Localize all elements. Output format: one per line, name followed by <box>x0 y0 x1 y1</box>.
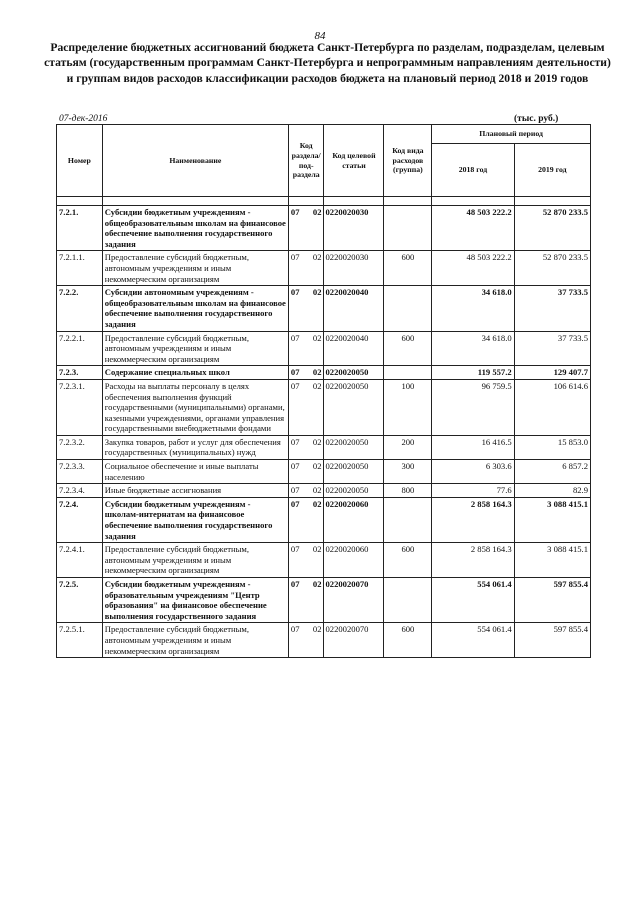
row-number: 7.2.4. <box>57 497 103 542</box>
row-section-code: 07 <box>288 578 310 623</box>
row-amount-2019: 37 733.5 <box>514 286 590 331</box>
row-target-code: 0220020050 <box>324 366 384 380</box>
row-target-code: 0220020070 <box>324 578 384 623</box>
row-name: Субсидии автономным учреждениям - общеобразовательным школам на финансовое обеспечение выполнения государственного задания <box>102 286 288 331</box>
row-number: 7.2.4.1. <box>57 543 103 578</box>
row-kind-code: 600 <box>384 331 432 366</box>
row-name: Содержание специальных школ <box>102 366 288 380</box>
row-number: 7.2.3.1. <box>57 379 103 435</box>
row-section-code: 07 <box>288 543 310 578</box>
table-row <box>57 206 591 251</box>
row-name: Субсидии бюджетным учреждениям - школам-интернатам на финансовое обеспечение выполнения государственного задания <box>102 497 288 542</box>
row-name: Иные бюджетные ассигнования <box>102 484 288 498</box>
row-subsection-code: 02 <box>311 578 324 623</box>
header-name: Наименование <box>102 125 288 197</box>
header-year-2018: 2018 год <box>432 144 514 197</box>
row-amount-2018: 77.6 <box>432 484 514 498</box>
table-row <box>57 460 591 484</box>
row-subsection-code: 02 <box>311 543 324 578</box>
row-kind-code <box>384 578 432 623</box>
row-subsection-code: 02 <box>311 379 324 435</box>
row-amount-2018: 554 061.4 <box>432 623 514 658</box>
row-subsection-code: 02 <box>311 435 324 459</box>
row-target-code: 0220020060 <box>324 497 384 542</box>
row-number: 7.2.3.4. <box>57 484 103 498</box>
row-kind-code <box>384 497 432 542</box>
row-kind-code: 200 <box>384 435 432 459</box>
row-number: 7.2.2.1. <box>57 331 103 366</box>
row-amount-2018: 96 759.5 <box>432 379 514 435</box>
row-amount-2018: 2 858 164.3 <box>432 543 514 578</box>
row-amount-2019: 37 733.5 <box>514 331 590 366</box>
row-amount-2018: 34 618.0 <box>432 331 514 366</box>
row-amount-2018: 48 503 222.2 <box>432 206 514 251</box>
header-section-code: Код раздела/ под-раздела <box>288 125 324 197</box>
row-amount-2019: 82.9 <box>514 484 590 498</box>
row-target-code: 0220020060 <box>324 543 384 578</box>
row-section-code: 07 <box>288 286 310 331</box>
header-target-code: Код целевой статьи <box>324 125 384 197</box>
table-row <box>57 578 591 623</box>
row-section-code: 07 <box>288 435 310 459</box>
row-section-code: 07 <box>288 366 310 380</box>
units-label: (тыс. руб.) <box>514 114 559 124</box>
budget-table <box>56 124 591 658</box>
header-number: Номер <box>57 125 103 197</box>
table-row <box>57 331 591 366</box>
header-kind-code: Код вида расходов (группа) <box>384 125 432 197</box>
row-name: Предоставление субсидий бюджетным, автономным учреждениям и иным некоммерческим организациям <box>102 623 288 658</box>
row-amount-2019: 129 407.7 <box>514 366 590 380</box>
row-name: Закупка товаров, работ и услуг для обеспечения государственных (муниципальных) нужд <box>102 435 288 459</box>
row-target-code: 0220020050 <box>324 435 384 459</box>
row-subsection-code: 02 <box>311 366 324 380</box>
row-subsection-code: 02 <box>311 251 324 286</box>
row-kind-code: 800 <box>384 484 432 498</box>
row-target-code: 0220020030 <box>324 206 384 251</box>
table-row <box>57 497 591 542</box>
row-name: Субсидии бюджетным учреждениям - общеобразовательным школам на финансовое обеспечение выполнения государственного задания <box>102 206 288 251</box>
row-amount-2018: 119 557.2 <box>432 366 514 380</box>
row-subsection-code: 02 <box>311 497 324 542</box>
row-amount-2019: 597 855.4 <box>514 578 590 623</box>
row-number: 7.2.1.1. <box>57 251 103 286</box>
table-row <box>57 286 591 331</box>
row-kind-code: 600 <box>384 251 432 286</box>
row-number: 7.2.3.2. <box>57 435 103 459</box>
row-name: Социальное обеспечение и иные выплаты населению <box>102 460 288 484</box>
row-section-code: 07 <box>288 251 310 286</box>
row-name: Предоставление субсидий бюджетным, автономным учреждениям и иным некоммерческим организациям <box>102 251 288 286</box>
page-number: 84 <box>314 30 326 42</box>
row-kind-code: 100 <box>384 379 432 435</box>
row-number: 7.2.1. <box>57 206 103 251</box>
row-amount-2019: 106 614.6 <box>514 379 590 435</box>
row-section-code: 07 <box>288 379 310 435</box>
row-subsection-code: 02 <box>311 484 324 498</box>
row-kind-code: 600 <box>384 543 432 578</box>
header-planned-period: Плановый период <box>432 125 591 144</box>
table-row <box>57 543 591 578</box>
row-amount-2019: 597 855.4 <box>514 623 590 658</box>
document-title: Распределение бюджетных ассигнований бюджета Санкт-Петербурга по разделам, подразделам, целевым статьям (государственным программам Санкт-Петербурга и непрограммным направлениям деятельности) и группам видов расходов классификации расходов бюджета на плановый период 2018 и 2019 годов <box>44 41 611 85</box>
header-year-2019: 2019 год <box>514 144 590 197</box>
row-number: 7.2.3. <box>57 366 103 380</box>
row-section-code: 07 <box>288 331 310 366</box>
row-section-code: 07 <box>288 206 310 251</box>
row-section-code: 07 <box>288 460 310 484</box>
row-kind-code <box>384 366 432 380</box>
row-amount-2019: 6 857.2 <box>514 460 590 484</box>
row-target-code: 0220020050 <box>324 379 384 435</box>
row-target-code: 0220020050 <box>324 460 384 484</box>
row-number: 7.2.3.3. <box>57 460 103 484</box>
table-row <box>57 251 591 286</box>
row-name: Предоставление субсидий бюджетным, автономным учреждениям и иным некоммерческим организациям <box>102 331 288 366</box>
row-subsection-code: 02 <box>311 331 324 366</box>
row-target-code: 0220020040 <box>324 331 384 366</box>
document-date: 07-дек-2016 <box>59 114 108 124</box>
row-amount-2018: 6 303.6 <box>432 460 514 484</box>
row-name: Предоставление субсидий бюджетным, автономным учреждениям и иным некоммерческим организациям <box>102 543 288 578</box>
table-row <box>57 435 591 459</box>
row-target-code: 0220020070 <box>324 623 384 658</box>
row-number: 7.2.5. <box>57 578 103 623</box>
table-row <box>57 623 591 658</box>
row-subsection-code: 02 <box>311 206 324 251</box>
row-section-code: 07 <box>288 623 310 658</box>
row-amount-2019: 15 853.0 <box>514 435 590 459</box>
row-amount-2018: 34 618.0 <box>432 286 514 331</box>
row-amount-2018: 48 503 222.2 <box>432 251 514 286</box>
row-section-code: 07 <box>288 484 310 498</box>
row-kind-code <box>384 206 432 251</box>
row-number: 7.2.5.1. <box>57 623 103 658</box>
row-amount-2019: 3 088 415.1 <box>514 543 590 578</box>
row-amount-2018: 16 416.5 <box>432 435 514 459</box>
row-amount-2018: 554 061.4 <box>432 578 514 623</box>
table-row <box>57 366 591 380</box>
row-name: Расходы на выплаты персоналу в целях обеспечения выполнения функций государственными (муниципальными) органами, казенными учреждениями, органами управления государственными внебюджетными фондами <box>102 379 288 435</box>
table-row <box>57 484 591 498</box>
row-subsection-code: 02 <box>311 460 324 484</box>
table-body <box>57 206 591 658</box>
row-target-code: 0220020050 <box>324 484 384 498</box>
row-target-code: 0220020040 <box>324 286 384 331</box>
row-subsection-code: 02 <box>311 286 324 331</box>
row-name: Субсидии бюджетным учреждениям - образовательным учреждениям "Центр образования" на финансовое обеспечение выполнения государственного задания <box>102 578 288 623</box>
row-amount-2019: 3 088 415.1 <box>514 497 590 542</box>
row-target-code: 0220020030 <box>324 251 384 286</box>
row-amount-2019: 52 870 233.5 <box>514 251 590 286</box>
row-kind-code <box>384 286 432 331</box>
row-amount-2018: 2 858 164.3 <box>432 497 514 542</box>
header-gap-row <box>57 197 591 206</box>
row-kind-code: 300 <box>384 460 432 484</box>
row-kind-code: 600 <box>384 623 432 658</box>
table-row <box>57 379 591 435</box>
row-number: 7.2.2. <box>57 286 103 331</box>
row-subsection-code: 02 <box>311 623 324 658</box>
row-amount-2019: 52 870 233.5 <box>514 206 590 251</box>
row-section-code: 07 <box>288 497 310 542</box>
table-header-row <box>57 125 591 144</box>
